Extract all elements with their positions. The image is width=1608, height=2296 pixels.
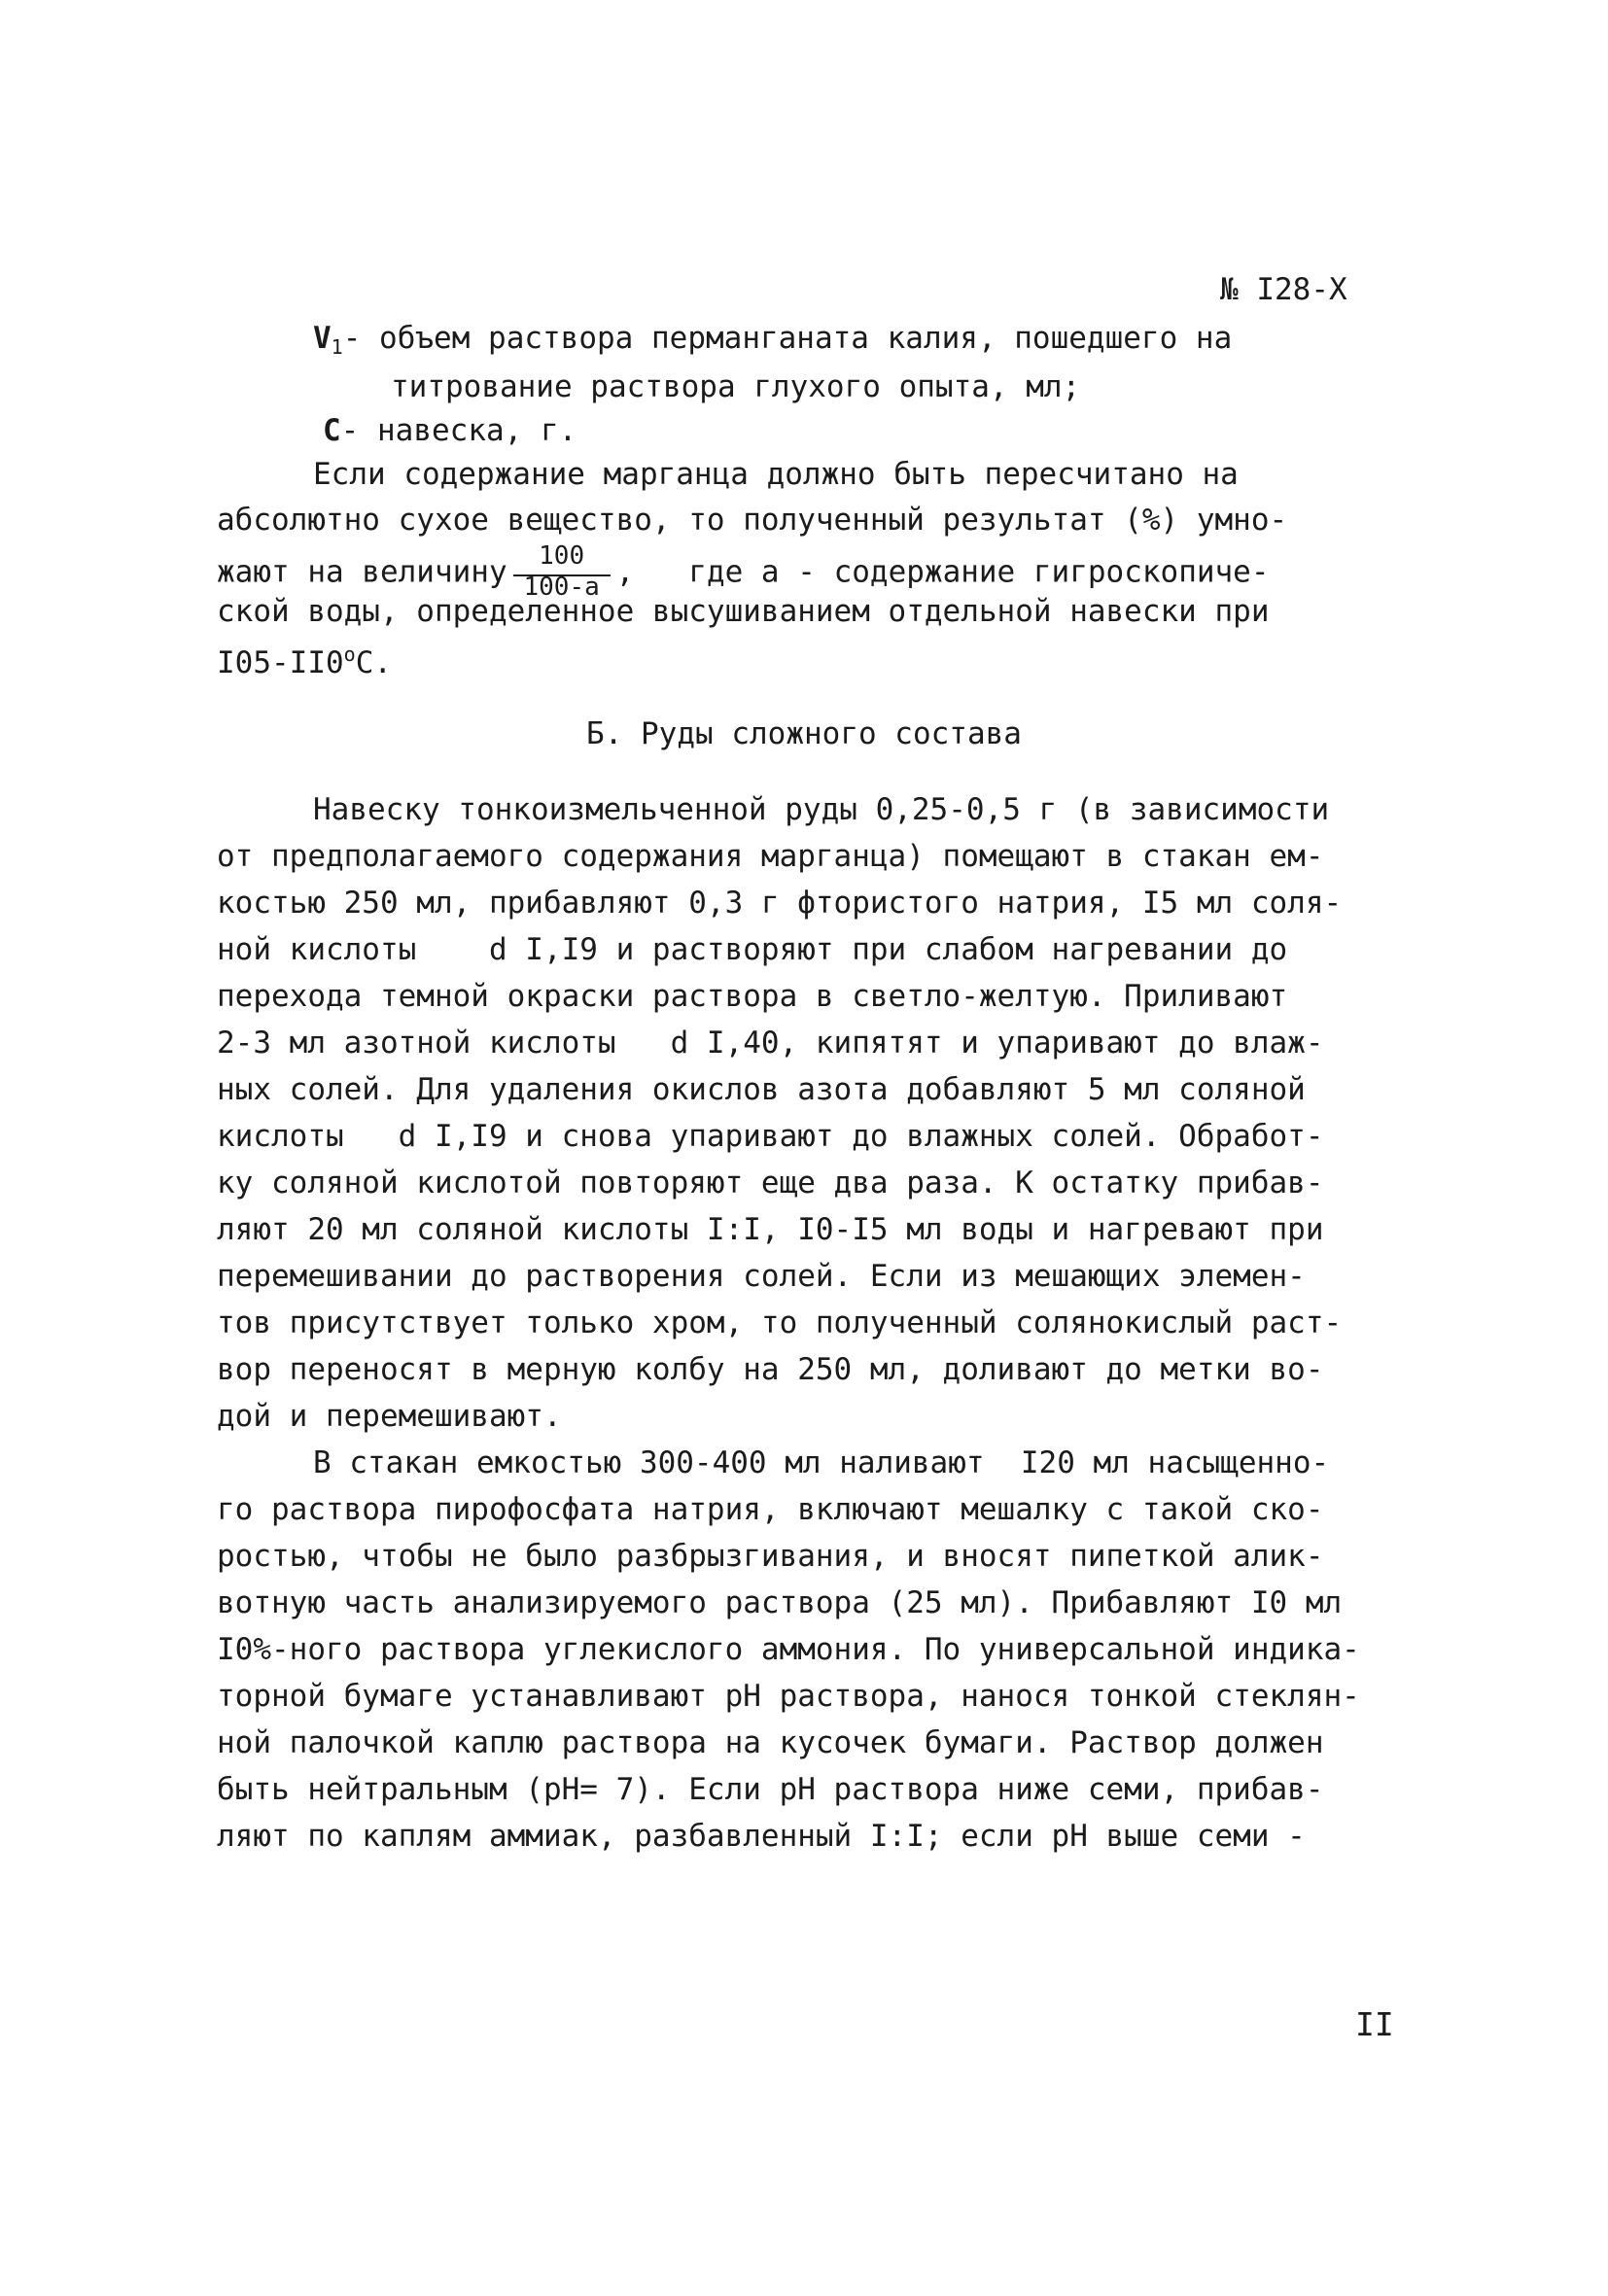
paragraph2-line: 2-3 мл азотной кислоты d I,40, кипятят и упаривают до влаж-: [217, 1026, 1324, 1061]
paragraph2-line: костью 250 мл, прибавляют 0,3 г фтористого натрия, I5 мл соля-: [217, 886, 1343, 921]
document-number: № I28-X: [1220, 272, 1347, 307]
paragraph3-line: быть нейтральным (pH= 7). Если pH раствора ниже семи, прибав-: [217, 1772, 1324, 1807]
paragraph1-line3-before: жают на величину: [217, 554, 507, 590]
v1-text-1: - объем раствора перманганата калия, пошедшего на: [342, 321, 1233, 356]
paragraph2-line: перехода темной окраски раствора в светло-желтую. Приливают: [217, 979, 1288, 1014]
paragraph2-line: Навеску тонкоизмельченной руды 0,25-0,5 г (в зависимости: [313, 792, 1330, 827]
fraction-denominator: 100-a: [523, 573, 600, 602]
fraction: [509, 541, 614, 602]
page-number: II: [1355, 2005, 1394, 2043]
paragraph3-line: го раствора пирофосфата натрия, включают мешалку с такой ско-: [217, 1492, 1324, 1527]
v1-symbol: V: [313, 321, 332, 356]
definition-c: [323, 413, 577, 448]
paragraph3-line: ростью, чтобы не было разбрызгивания, и вносят пипеткой алик-: [217, 1539, 1324, 1574]
paragraph2-line: перемешивании до растворения солей. Если из мешающих элемен-: [217, 1259, 1306, 1294]
paragraph3-line: ной палочкой каплю раствора на кусочек бумаги. Раствор должен: [217, 1725, 1324, 1760]
paragraph3-line: торной бумаге устанавливают pH раствора, нанося тонкой стеклян-: [217, 1679, 1360, 1714]
paragraph1-line1: Если содержание марганца должно быть пересчитано на: [313, 457, 1239, 492]
paragraph1-line5: [217, 644, 392, 678]
paragraph1-line4: ской воды, определенное высушиванием отдельной навески при: [217, 594, 1270, 629]
paragraph2-line: вор переносят в мерную колбу на 250 мл, доливают до метки во-: [217, 1352, 1324, 1387]
c-text: - навеска, г.: [340, 413, 577, 448]
paragraph3-line: вотную часть анализируемого раствора (25 мл). Прибавляют I0 мл: [217, 1585, 1343, 1620]
paragraph1-line3: [217, 541, 1270, 602]
paragraph2-line: ляют 20 мл соляной кислоты I:I, I0-I5 мл воды и нагревают при: [217, 1212, 1324, 1247]
paragraph2-line: ных солей. Для удаления окислов азота добавляют 5 мл соляной: [217, 1072, 1306, 1107]
definition-v1-line2: титрование раствора глухого опыта, мл;: [391, 369, 1081, 404]
paragraph2-line: ку соляной кислотой повторяют еще два раза. К остатку прибав-: [217, 1165, 1324, 1200]
paragraph3-line: I0%-ного раствора углекислого аммония. По универсальной индика-: [217, 1632, 1360, 1667]
paragraph1-line5-after: C.: [355, 645, 393, 680]
paragraph2-line: ной кислоты d I,I9 и растворяют при слабом нагревании до: [217, 932, 1288, 967]
paragraph1-line2: абсолютно сухое вещество, то полученный результат (%) умно-: [217, 503, 1288, 538]
paragraph2-line: от предполагаемого содержания марганца) помещают в стакан ем-: [217, 839, 1324, 874]
definition-v1-line1: [313, 321, 1233, 359]
c-symbol: C: [323, 413, 341, 448]
paragraph1-line3-after: , где а - содержание гигроскопиче-: [615, 554, 1270, 590]
paragraph3-line: ляют по каплям аммиак, разбавленный I:I; если pH выше семи -: [217, 1819, 1306, 1854]
v1-subscript: 1: [331, 335, 343, 359]
paragraph2-line: тов присутствует только хром, то полученный солянокислый раст-: [217, 1305, 1343, 1340]
degree-superscript: o: [343, 643, 356, 666]
paragraph3-line: В стакан емкостью 300-400 мл наливают I20 мл насыщенно-: [313, 1445, 1330, 1480]
paragraph2-line: дой и перемешивают.: [217, 1399, 562, 1434]
paragraph2-line: кислоты d I,I9 и снова упаривают до влажных солей. Обработ-: [217, 1119, 1324, 1154]
paragraph1-line5-before: I05-II0: [217, 645, 344, 680]
section-heading: Б. Руды сложного состава: [586, 716, 1022, 751]
fraction-numerator: 100: [539, 541, 585, 571]
